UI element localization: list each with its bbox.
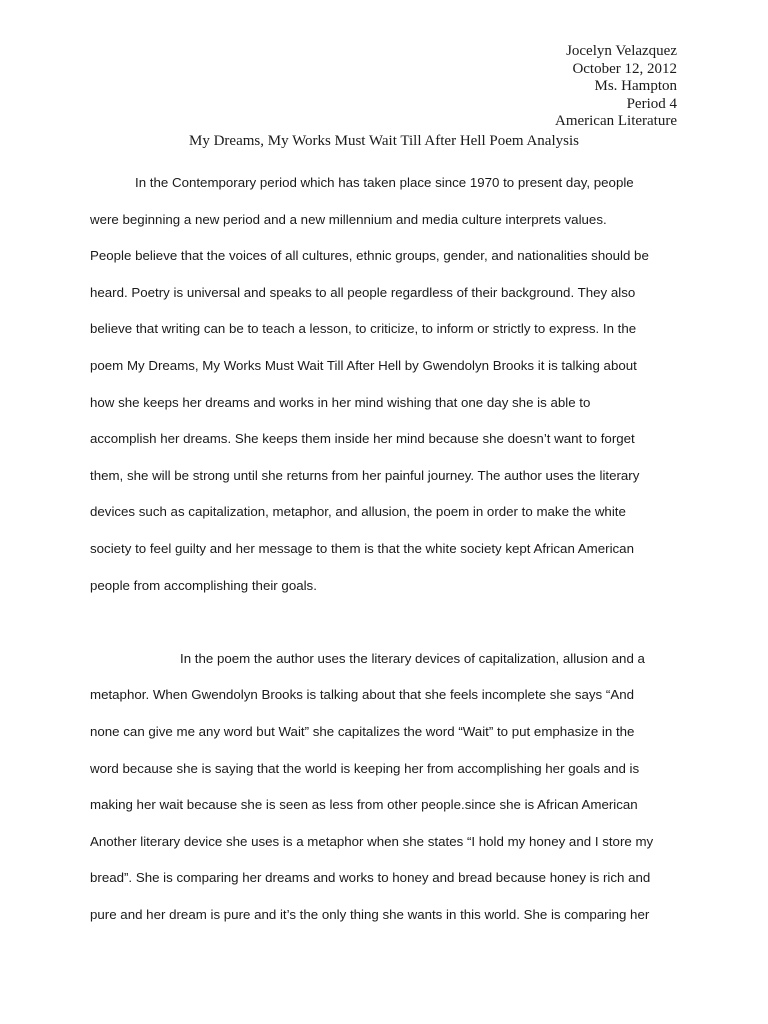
text-line: word because she is saying that the world is keeping her from accomplishing her goals and is [90,760,640,776]
text-line: bread”. She is comparing her dreams and works to honey and bread because honey is rich and [90,870,651,886]
document-title: My Dreams, My Works Must Wait Till After Hell Poem Analysis [189,133,579,149]
document-date: October 12, 2012 [572,60,677,77]
text-line: believe that writing can be to teach a lesson, to criticize, to inform or strictly to express. In the [90,321,637,337]
paragraph-gap [90,604,690,641]
text-line: society to feel guilty and her message to them is that the white society kept African American [90,540,634,556]
teacher-name: Ms. Hampton [594,78,677,95]
course-name: American Literature [554,113,677,130]
paragraph-1 [90,165,690,604]
text-line: them, she will be strong until she returns from her painful journey. The author uses the literary [90,467,640,483]
text-line: devices such as capitalization, metaphor, and allusion, the poem in order to make the white [90,504,626,520]
text-line: In the Contemporary period which has taken place since 1970 to present day, people [135,175,634,190]
author-name: Jocelyn Velazquez [566,43,677,59]
text-line: People believe that the voices of all cultures, ethnic groups, gender, and nationalities should be [90,248,649,264]
text-line: how she keeps her dreams and works in her mind wishing that one day she is able to [90,394,591,410]
document-header [555,43,677,131]
text-line: pure and her dream is pure and it’s the only thing she wants in this world. She is comparing her [90,906,650,922]
class-period: Period 4 [626,95,677,112]
text-line: were beginning a new period and a new millennium and media culture interprets values. [90,211,607,227]
text-line: people from accomplishing their goals. [90,577,317,593]
text-line: heard. Poetry is universal and speaks to all people regardless of their background. They also [90,284,636,300]
text-line: poem My Dreams, My Works Must Wait Till After Hell by Gwendolyn Brooks it is talking about [90,357,637,373]
paragraph-2 [90,641,690,934]
text-line: metaphor. When Gwendolyn Brooks is talking about that she feels incomplete she says “And [90,687,634,703]
text-line: accomplish her dreams. She keeps them inside her mind because she doesn’t want to forget [90,431,635,447]
text-line: In the poem the author uses the literary devices of capitalization, allusion and a [180,650,645,666]
text-line: Another literary device she uses is a metaphor when she states “I hold my honey and I store my [90,833,654,849]
text-line: making her wait because she is seen as less from other people.since she is African American [90,797,638,813]
text-line: none can give me any word but Wait” she capitalizes the word “Wait” to put emphasize in the [90,723,635,739]
document-body [90,165,690,933]
